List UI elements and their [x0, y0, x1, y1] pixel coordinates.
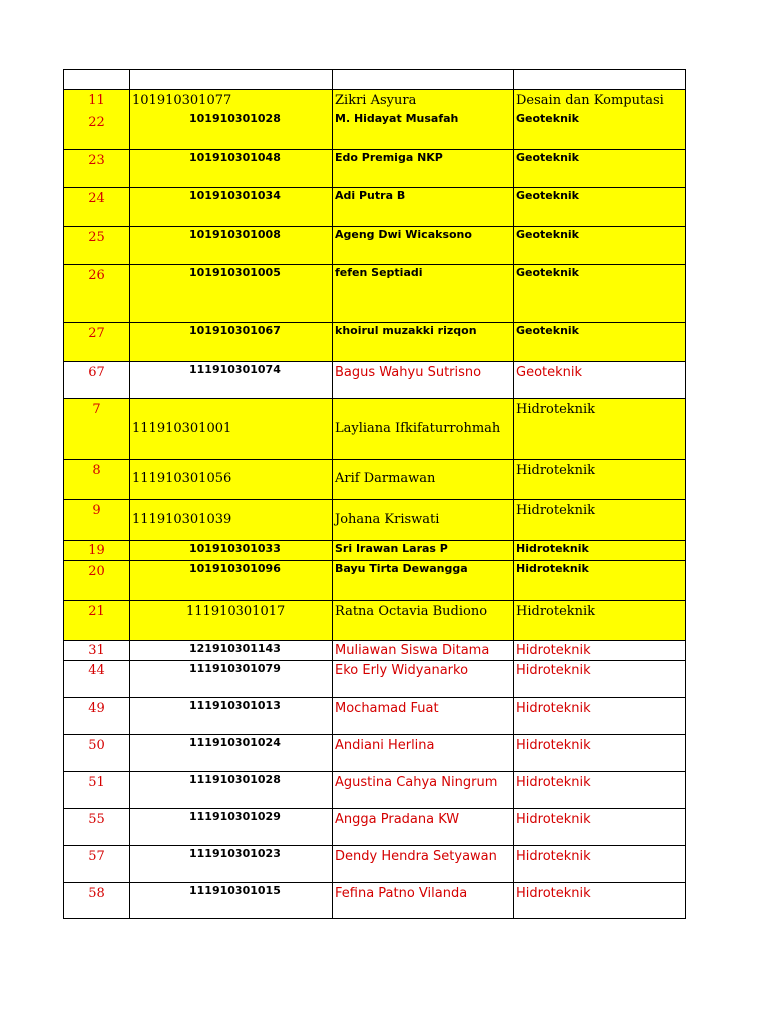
dept-text: Hidroteknik: [516, 562, 589, 575]
dept-text: Hidroteknik: [516, 503, 596, 518]
row-number: 55: [88, 812, 105, 827]
name-cell: [333, 265, 514, 323]
no-cell: [64, 735, 130, 772]
nim-text: 111910301001: [132, 421, 232, 436]
no-cell: [64, 561, 130, 601]
dept-cell: [514, 188, 686, 227]
name-text: M. Hidayat Musafah: [335, 112, 459, 125]
nim-text: 101910301033: [189, 542, 281, 555]
row-number: 27: [88, 326, 105, 341]
no-cell: [64, 188, 130, 227]
no-cell: [64, 150, 130, 188]
name-cell: [333, 846, 514, 883]
name-cell: [333, 561, 514, 601]
nim-text: 101910301028: [189, 112, 281, 125]
name-text: Johana Kriswati: [335, 512, 440, 527]
nim-text: 111910301013: [189, 699, 281, 712]
nim-cell: [130, 265, 333, 323]
dept-text: Desain dan Komputasi: [516, 93, 664, 108]
nim-text: 111910301029: [189, 810, 281, 823]
nim-cell: [130, 846, 333, 883]
nim-text: 111910301017: [186, 604, 286, 619]
dept-cell: [514, 641, 686, 661]
dept-cell: [514, 561, 686, 601]
dept-text: Geoteknik: [516, 266, 579, 279]
row-number: 50: [88, 738, 105, 753]
nim-text: 111910301028: [189, 773, 281, 786]
row-number: 67: [88, 365, 105, 380]
name-text: Fefina Patno Vilanda: [335, 886, 468, 901]
table-row: [64, 809, 686, 846]
nim-cell: [130, 188, 333, 227]
no-cell: [64, 227, 130, 265]
row-number: 22: [88, 115, 105, 130]
name-cell: [333, 500, 514, 541]
name-text: Dendy Hendra Setyawan: [335, 849, 497, 864]
row-number: 21: [88, 604, 105, 619]
name-text: Ageng Dwi Wicaksono: [335, 228, 472, 241]
dept-cell: [514, 460, 686, 500]
name-text: Zikri Asyura: [335, 93, 417, 108]
nim-cell: [130, 809, 333, 846]
student-table: [63, 69, 686, 919]
header-row: [64, 70, 686, 90]
no-cell: [64, 809, 130, 846]
no-cell: [64, 460, 130, 500]
nim-cell: [130, 227, 333, 265]
dept-text: Hidroteknik: [516, 775, 591, 790]
header-cell: [514, 70, 686, 90]
nim-cell: [130, 698, 333, 735]
dept-cell: [514, 846, 686, 883]
name-cell: [333, 90, 514, 150]
name-text: Angga Pradana KW: [335, 812, 460, 827]
table-row: [64, 698, 686, 735]
name-text: Bagus Wahyu Sutrisno: [335, 365, 482, 380]
no-cell: [64, 772, 130, 809]
row-number: 31: [88, 643, 105, 658]
name-cell: [333, 809, 514, 846]
no-cell: [64, 265, 130, 323]
nim-text: 111910301015: [189, 884, 281, 897]
table-row: [64, 883, 686, 919]
nim-text: 101910301034: [189, 189, 281, 202]
nim-text: 101910301048: [189, 151, 281, 164]
table-row: [64, 772, 686, 809]
row-number: 7: [92, 402, 101, 417]
dept-text: Hidroteknik: [516, 886, 591, 901]
dept-text: Geoteknik: [516, 112, 579, 125]
table-row: [64, 601, 686, 641]
nim-cell: [130, 500, 333, 541]
dept-text: Geoteknik: [516, 228, 579, 241]
table-row: [64, 227, 686, 265]
row-number: 11: [88, 93, 105, 108]
name-text: Arif Darmawan: [335, 471, 436, 486]
nim-text: 101910301008: [189, 228, 281, 241]
nim-cell: [130, 150, 333, 188]
table-row: [64, 661, 686, 698]
name-cell: [333, 601, 514, 641]
nim-cell: [130, 362, 333, 399]
name-text: Bayu Tirta Dewangga: [335, 562, 468, 575]
nim-cell: [130, 460, 333, 500]
row-number: 8: [92, 463, 101, 478]
row-number: 24: [88, 191, 105, 206]
table-row: [64, 460, 686, 500]
name-text: Eko Erly Widyanarko: [335, 663, 469, 678]
row-number: 57: [88, 849, 105, 864]
dept-text: Hidroteknik: [516, 812, 591, 827]
name-text: Edo Premiga NKP: [335, 151, 443, 164]
header-cell: [130, 70, 333, 90]
nim-cell: [130, 883, 333, 919]
table-row: [64, 362, 686, 399]
no-cell: [64, 90, 130, 150]
table-row: [64, 399, 686, 460]
dept-text: Geoteknik: [516, 189, 579, 202]
nim-cell: [130, 641, 333, 661]
dept-text: Geoteknik: [516, 324, 579, 337]
name-text: fefen Septiadi: [335, 266, 423, 279]
name-cell: [333, 460, 514, 500]
dept-text: Hidroteknik: [516, 463, 596, 478]
dept-text: Hidroteknik: [516, 542, 589, 555]
nim-text: 111910301024: [189, 736, 281, 749]
dept-text: Hidroteknik: [516, 849, 591, 864]
name-text: Adi Putra B: [335, 189, 406, 202]
name-text: Muliawan Siswa Ditama: [335, 643, 490, 658]
name-text: Sri Irawan Laras P: [335, 542, 448, 555]
name-text: Ratna Octavia Budiono: [335, 604, 488, 619]
dept-cell: [514, 227, 686, 265]
table-row: [64, 265, 686, 323]
dept-text: Geoteknik: [516, 365, 583, 380]
row-number: 44: [88, 663, 105, 678]
dept-text: Hidroteknik: [516, 738, 591, 753]
table-row: [64, 188, 686, 227]
dept-cell: [514, 399, 686, 460]
name-cell: [333, 399, 514, 460]
nim-text: 111910301056: [132, 471, 232, 486]
no-cell: [64, 541, 130, 561]
nim-text: 111910301023: [189, 847, 281, 860]
name-cell: [333, 735, 514, 772]
dept-cell: [514, 362, 686, 399]
dept-cell: [514, 601, 686, 641]
name-cell: [333, 883, 514, 919]
no-cell: [64, 883, 130, 919]
dept-cell: [514, 883, 686, 919]
name-cell: [333, 323, 514, 362]
name-cell: [333, 227, 514, 265]
row-number: 51: [88, 775, 105, 790]
no-cell: [64, 323, 130, 362]
dept-cell: [514, 323, 686, 362]
name-text: khoirul muzakki rizqon: [335, 324, 477, 337]
nim-cell: [130, 541, 333, 561]
nim-cell: [130, 561, 333, 601]
row-number: 20: [88, 564, 105, 579]
dept-cell: [514, 90, 686, 150]
no-cell: [64, 399, 130, 460]
table-row: [64, 846, 686, 883]
nim-text: 111910301079: [189, 662, 281, 675]
name-cell: [333, 641, 514, 661]
no-cell: [64, 641, 130, 661]
dept-cell: [514, 265, 686, 323]
nim-text: 101910301077: [132, 93, 232, 108]
name-text: Andiani Herlina: [335, 738, 435, 753]
row-number: 23: [88, 153, 105, 168]
row-number: 19: [88, 543, 105, 558]
row-number: 25: [88, 230, 105, 245]
nim-cell: [130, 735, 333, 772]
table-row: [64, 323, 686, 362]
table-row: [64, 500, 686, 541]
no-cell: [64, 362, 130, 399]
nim-cell: [130, 90, 333, 150]
dept-cell: [514, 661, 686, 698]
header-cell: [64, 70, 130, 90]
table-row: [64, 735, 686, 772]
row-number: 26: [88, 268, 105, 283]
dept-cell: [514, 150, 686, 188]
nim-cell: [130, 601, 333, 641]
dept-cell: [514, 500, 686, 541]
name-text: Agustina Cahya Ningrum: [335, 775, 498, 790]
nim-text: 101910301067: [189, 324, 281, 337]
dept-text: Hidroteknik: [516, 604, 596, 619]
name-text: Mochamad Fuat: [335, 701, 439, 716]
no-cell: [64, 601, 130, 641]
dept-cell: [514, 809, 686, 846]
nim-text: 101910301005: [189, 266, 281, 279]
nim-text: 121910301143: [189, 642, 281, 655]
name-cell: [333, 150, 514, 188]
dept-text: Hidroteknik: [516, 701, 591, 716]
dept-cell: [514, 735, 686, 772]
name-cell: [333, 698, 514, 735]
name-cell: [333, 772, 514, 809]
name-cell: [333, 362, 514, 399]
nim-cell: [130, 772, 333, 809]
nim-text: 111910301039: [132, 512, 232, 527]
nim-cell: [130, 661, 333, 698]
no-cell: [64, 500, 130, 541]
nim-text: 101910301096: [189, 562, 281, 575]
table-row: [64, 150, 686, 188]
no-cell: [64, 661, 130, 698]
row-number: 49: [88, 701, 105, 716]
no-cell: [64, 698, 130, 735]
nim-cell: [130, 323, 333, 362]
nim-text: 111910301074: [189, 363, 281, 376]
name-cell: [333, 541, 514, 561]
dept-cell: [514, 541, 686, 561]
table-row: [64, 561, 686, 601]
row-number: 58: [88, 886, 105, 901]
name-cell: [333, 188, 514, 227]
dept-cell: [514, 698, 686, 735]
dept-text: Hidroteknik: [516, 663, 591, 678]
header-cell: [333, 70, 514, 90]
name-text: Layliana Ifkifaturrohmah: [335, 421, 501, 436]
table-row: [64, 641, 686, 661]
nim-cell: [130, 399, 333, 460]
dept-cell: [514, 772, 686, 809]
dept-text: Hidroteknik: [516, 402, 596, 417]
table-row: [64, 90, 686, 150]
no-cell: [64, 846, 130, 883]
table-row: [64, 541, 686, 561]
name-cell: [333, 661, 514, 698]
dept-text: Geoteknik: [516, 151, 579, 164]
dept-text: Hidroteknik: [516, 643, 591, 658]
row-number: 9: [92, 503, 101, 518]
